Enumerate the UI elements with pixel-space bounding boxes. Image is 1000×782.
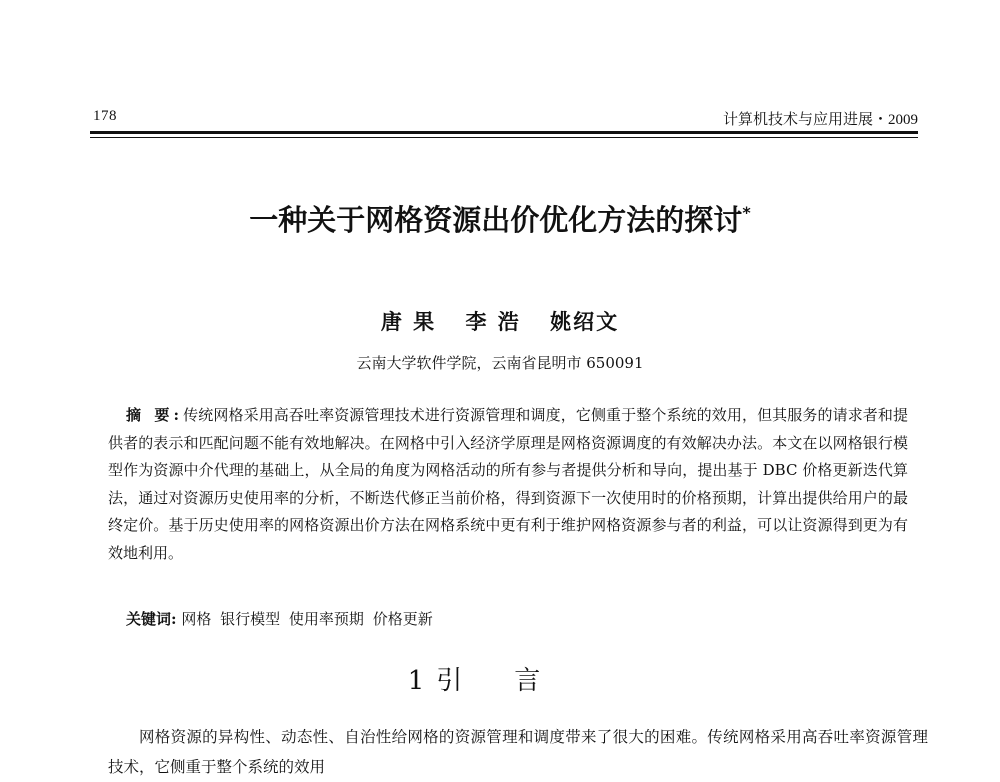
author-1: 唐 果 <box>380 309 437 334</box>
section-number: 1 <box>407 666 425 696</box>
section-heading-1 <box>0 660 1000 697</box>
abstract <box>108 402 908 568</box>
abstract-text: 传统网格采用高吞吐率资源管理技术进行资源管理和调度，它侧重于整个系统的效用，但其服务的请求者和提供者的表示和匹配问题不能有效地解决。在网格中引入经济学原理是网格资源调度的有效解决办法。本文在以网格银行模型作为资源中介代理的基础上，从全局的角度为网格活动的所有参与者提供分析和导向，提出基于 DBC 价格更新迭代算法，通过对资源历史使用率的分析，不断迭代修正当前价格，得到资源下一次使用时的价格预期，计算出提供给用户的最终定价。基于历史使用率的网格资源出价方法在网格系统中更有利于维护网格资源参与者的利益，可以让资源得到更为有效地利用。 <box>108 406 908 562</box>
author-list <box>0 306 1000 336</box>
paper-title-text: 一种关于网格资源出价优化方法的探讨 <box>249 203 743 237</box>
keywords-label: 关键词: <box>126 610 177 628</box>
header-rule-thin <box>90 137 918 138</box>
author-3: 姚绍文 <box>550 309 620 334</box>
keyword-4: 价格更新 <box>372 610 433 628</box>
journal-name: 计算机技术与应用进展・2009 <box>722 112 918 128</box>
author-2: 李 浩 <box>465 309 521 334</box>
title-footnote-mark: * <box>742 203 751 222</box>
header-rule <box>90 131 918 134</box>
keyword-2: 银行模型 <box>220 610 281 628</box>
keywords <box>126 608 906 629</box>
keyword-1: 网格 <box>181 610 212 628</box>
body-paragraph-1: 网格资源的异构性、动态性、自治性给网格的资源管理和调度带来了很大的困难。传统网格采用高吞吐率资源管理技术，它侧重于整个系统的效用 <box>108 728 928 776</box>
page-number: 178 <box>93 108 117 124</box>
affiliation: 云南大学软件学院，云南省昆明市 650091 <box>356 354 644 372</box>
abstract-label: 摘 要: <box>126 406 184 424</box>
keyword-3: 使用率预期 <box>288 610 364 628</box>
paper-title <box>0 198 1000 239</box>
section-title: 引言 <box>436 666 593 696</box>
